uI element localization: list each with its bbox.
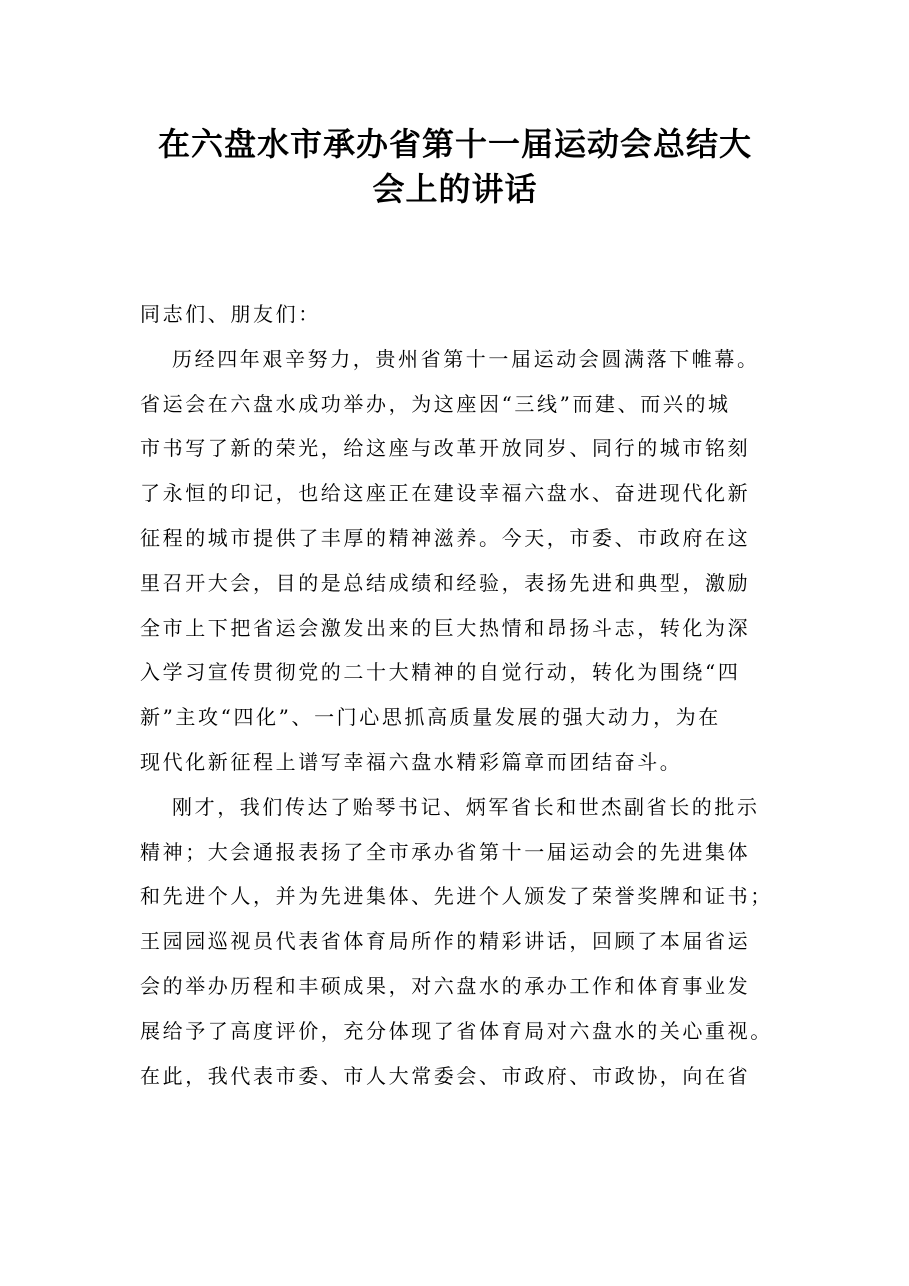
paragraph-2	[140, 785, 790, 1099]
salutation: 同志们、朋友们：	[140, 302, 321, 326]
text-line: 现代化新征程上谱写幸福六盘水精彩篇章而团结奋斗。	[140, 749, 683, 774]
text-line: 在此，我代表市委、市人大常委会、市政府、市政协，向在省	[140, 1063, 751, 1088]
text-line: 全市上下把省运会激发出来的巨大热情和昂扬斗志，转化为深	[140, 615, 751, 640]
text-line: 省运会在六盘水成功举办，为这座因“三线”而建、而兴的城	[140, 391, 731, 416]
text-line: 会的举办历程和丰硕成果，对六盘水的承办工作和体育事业发	[140, 973, 751, 998]
text-line: 征程的城市提供了丰厚的精神滋养。今天，市委、市政府在这	[140, 525, 751, 550]
text-line: 了永恒的印记，也给这座正在建设幸福六盘水、奋进现代化新	[140, 481, 751, 506]
text-line: 里召开大会，目的是总结成绩和经验，表扬先进和典型，激励	[140, 570, 751, 595]
paragraph-1	[140, 337, 790, 785]
document-body	[140, 292, 790, 1098]
document-title	[100, 122, 810, 212]
title-line: 会上的讲话	[372, 170, 538, 208]
text-line: 新”主攻“四化”、一门心思抓高质量发展的强大动力，为在	[140, 705, 721, 730]
title-line: 在六盘水市承办省第十一届运动会总结大	[157, 125, 752, 163]
text-line: 入学习宣传贯彻党的二十大精神的自觉行动，转化为围绕“四	[140, 660, 741, 685]
text-line: 历经四年艰辛努力，贵州省第十一届运动会圆满落下帷幕。	[172, 346, 760, 371]
text-line: 市书写了新的荣光，给这座与改革开放同岁、同行的城市铭刻	[140, 436, 751, 461]
text-line: 展给予了高度评价，充分体现了省体育局对六盘水的关心重视。	[140, 1018, 773, 1043]
text-line: 和先进个人，并为先进集体、先进个人颁发了荣誉奖牌和证书；	[140, 884, 773, 909]
text-line: 精神；大会通报表扬了全市承办省第十一届运动会的先进集体	[140, 839, 751, 864]
text-line: 刚才，我们传达了贻琴书记、炳军省长和世杰副省长的批示	[172, 794, 760, 819]
text-line: 王园园巡视员代表省体育局所作的精彩讲话，回顾了本届省运	[140, 929, 751, 954]
